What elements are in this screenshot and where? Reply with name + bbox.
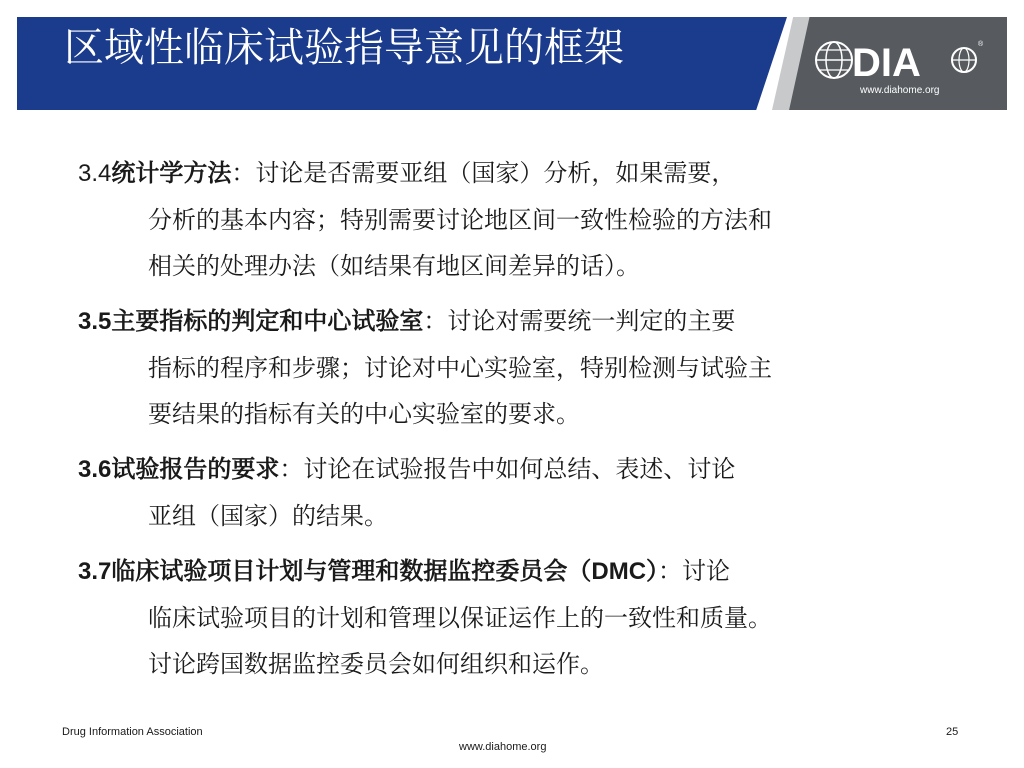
section-line: 临床试验项目的计划和管理以保证运作上的一致性和质量。	[148, 604, 772, 632]
section-3-4	[78, 150, 978, 289]
registered-mark-icon: ®	[978, 41, 984, 48]
section-text: 讨论	[682, 557, 731, 585]
slide-header	[0, 0, 1024, 110]
section-number: 3.4	[78, 160, 112, 187]
section-line	[78, 548, 978, 595]
section-number: 3.7	[78, 558, 112, 585]
section-heading-close: ）	[646, 557, 659, 585]
section-heading-abbr: DMC	[591, 558, 647, 585]
section-text: 讨论对需要统一判定的主要	[447, 307, 736, 335]
section-line: 指标的程序和步骤；讨论对中心实验室，特别检测与试验主	[148, 354, 772, 382]
section-text: 讨论是否需要亚组（国家）分析，如果需要，	[255, 159, 736, 187]
footer-url: www.diahome.org	[459, 741, 547, 753]
footer-organization: Drug Information Association	[62, 726, 203, 738]
globe-icon	[816, 42, 852, 78]
section-line: 讨论跨国数据监控委员会如何组织和运作。	[148, 650, 604, 678]
section-3-7	[78, 548, 978, 687]
section-heading: 试验报告的要求	[111, 455, 280, 483]
slide-title: 区域性临床试验指导意见的框架	[64, 25, 624, 71]
section-number: 3.5	[78, 308, 112, 335]
section-line	[78, 298, 978, 345]
section-line: 亚组（国家）的结果。	[148, 502, 388, 530]
section-3-5	[78, 298, 978, 437]
section-colon: ：	[279, 455, 304, 483]
logo-url: www.diahome.org	[860, 85, 940, 96]
section-text: 讨论在试验报告中如何总结、表述、讨论	[303, 455, 736, 483]
section-line: 要结果的指标有关的中心实验室的要求。	[148, 400, 580, 428]
logo-wordmark: DIA	[852, 41, 921, 85]
section-line: 相关的处理办法（如结果有地区间差异的话）。	[148, 252, 640, 280]
section-line: 分析的基本内容；特别需要讨论地区间一致性检验的方法和	[148, 206, 772, 234]
section-number: 3.6	[78, 456, 112, 483]
slide-body	[78, 150, 978, 696]
section-heading: 统计学方法	[111, 159, 232, 187]
globe-icon	[952, 48, 976, 72]
section-heading: 临床试验项目计划与管理和数据监控委员会（	[111, 557, 592, 585]
section-line	[78, 446, 978, 493]
section-colon: ：	[231, 159, 256, 187]
section-colon: ：	[423, 307, 448, 335]
section-line	[78, 150, 978, 197]
section-colon: ：	[658, 557, 683, 585]
section-3-6	[78, 446, 978, 539]
section-heading: 主要指标的判定和中心试验室	[111, 307, 424, 335]
page-number: 25	[946, 726, 959, 738]
